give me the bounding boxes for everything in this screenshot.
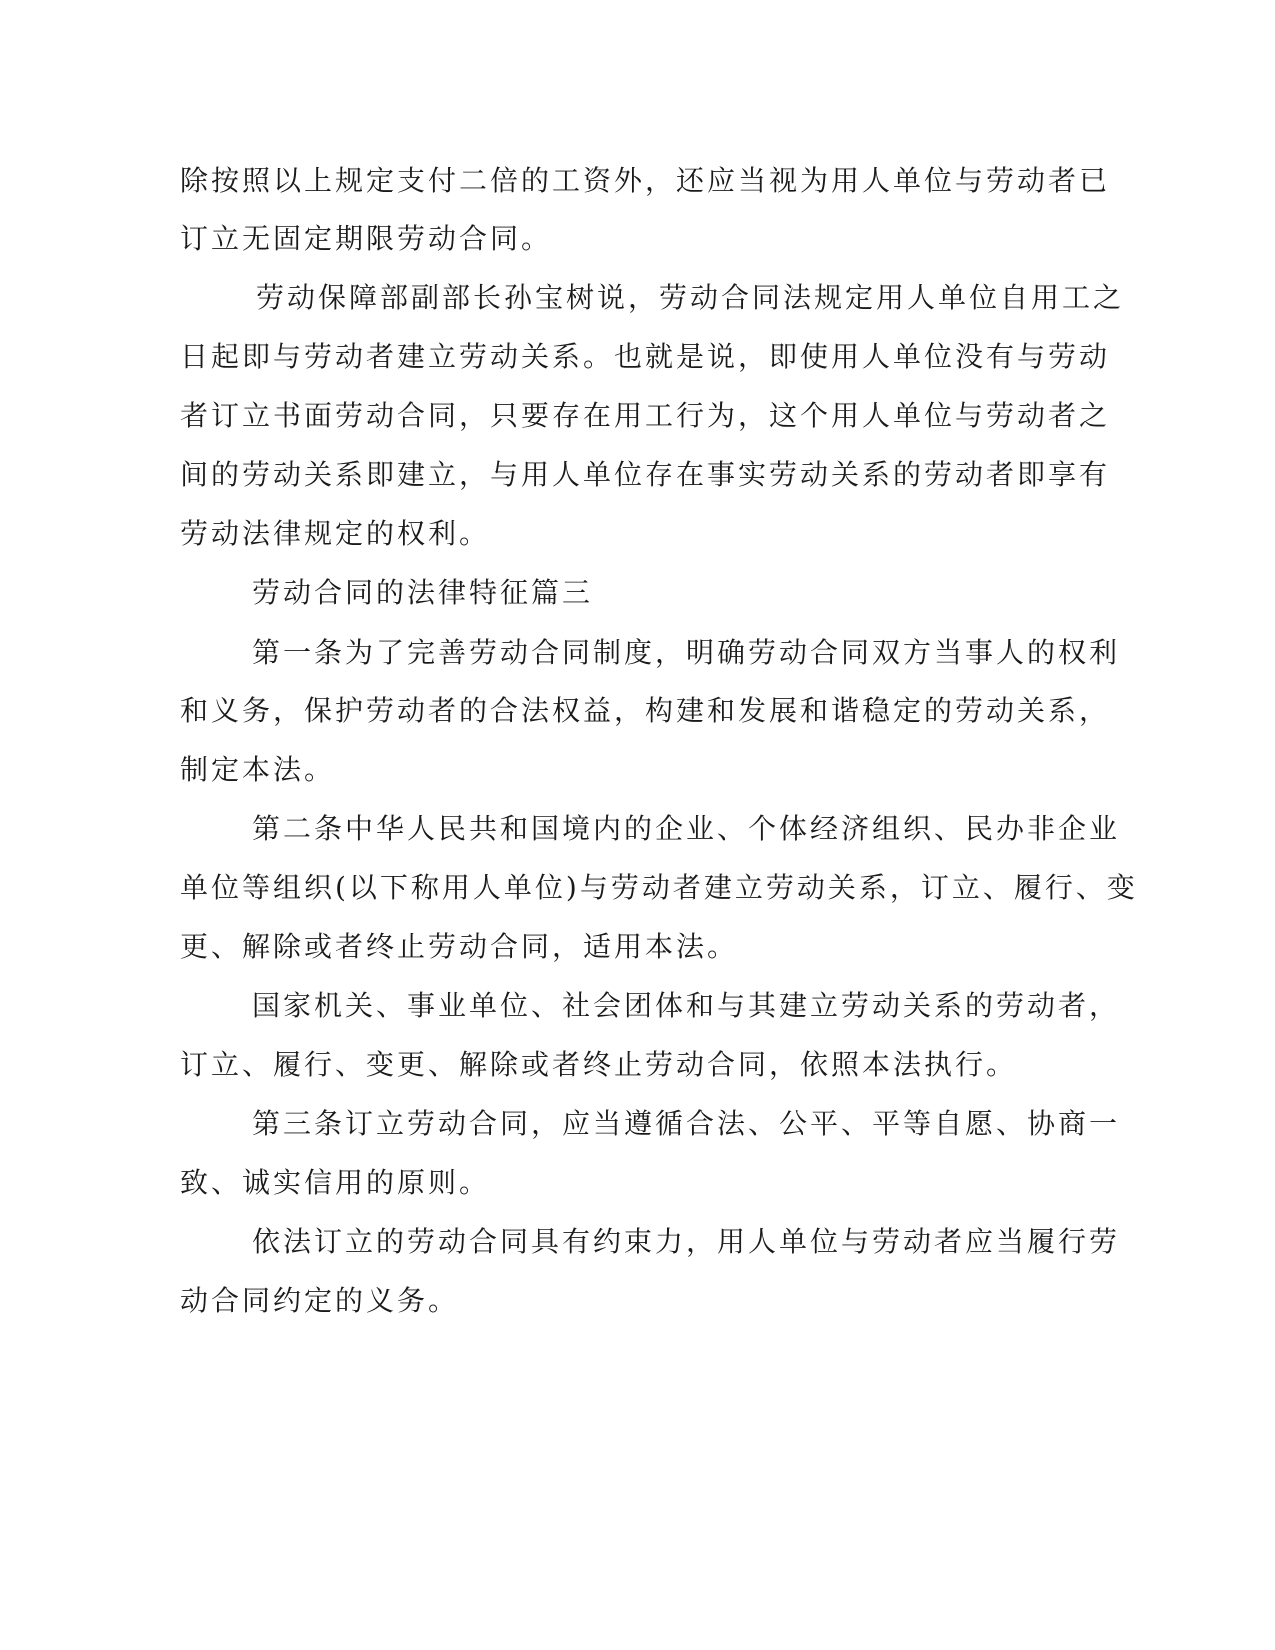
- paragraph-line: 订立、履行、变更、解除或者终止劳动合同，依照本法执行。: [180, 1048, 1018, 1081]
- paragraph-line: 第一条为了完善劳动合同制度，明确劳动合同双方当事人的权利: [252, 636, 1121, 669]
- paragraph-line: 致、诚实信用的原则。: [180, 1166, 491, 1199]
- paragraph-line: 日起即与劳动者建立劳动关系。也就是说，即使用人单位没有与劳动: [180, 340, 1111, 373]
- paragraph-line: 更、解除或者终止劳动合同，适用本法。: [180, 930, 739, 963]
- paragraph-line: 订立无固定期限劳动合同。: [180, 222, 553, 255]
- paragraph-line: 制定本法。: [180, 753, 336, 786]
- paragraph-line: 劳动法律规定的权利。: [180, 517, 491, 550]
- paragraph-line: 第三条订立劳动合同，应当遵循合法、公平、平等自愿、协商一: [252, 1107, 1121, 1140]
- paragraph-line: 者订立书面劳动合同，只要存在用工行为，这个用人单位与劳动者之: [180, 399, 1111, 432]
- paragraph-line: 依法订立的劳动合同具有约束力，用人单位与劳动者应当履行劳: [252, 1225, 1121, 1258]
- paragraph-line: 第二条中华人民共和国境内的企业、个体经济组织、民办非企业: [252, 812, 1121, 845]
- heading-text: 劳动合同的法律特征篇三: [252, 576, 594, 609]
- paragraph-line: 单位等组织(以下称用人单位)与劳动者建立劳动关系，订立、履行、变: [180, 871, 1138, 904]
- paragraph-line: 国家机关、事业单位、社会团体和与其建立劳动关系的劳动者，: [252, 989, 1121, 1022]
- paragraph-line: 劳动保障部副部长孙宝树说，劳动合同法规定用人单位自用工之: [256, 281, 1125, 314]
- paragraph-line: 动合同约定的义务。: [180, 1284, 460, 1317]
- paragraph-line: 间的劳动关系即建立，与用人单位存在事实劳动关系的劳动者即享有: [180, 458, 1111, 491]
- paragraph-line: 除按照以上规定支付二倍的工资外，还应当视为用人单位与劳动者已: [180, 164, 1111, 197]
- paragraph-line: 和义务，保护劳动者的合法权益，构建和发展和谐稳定的劳动关系，: [180, 694, 1111, 727]
